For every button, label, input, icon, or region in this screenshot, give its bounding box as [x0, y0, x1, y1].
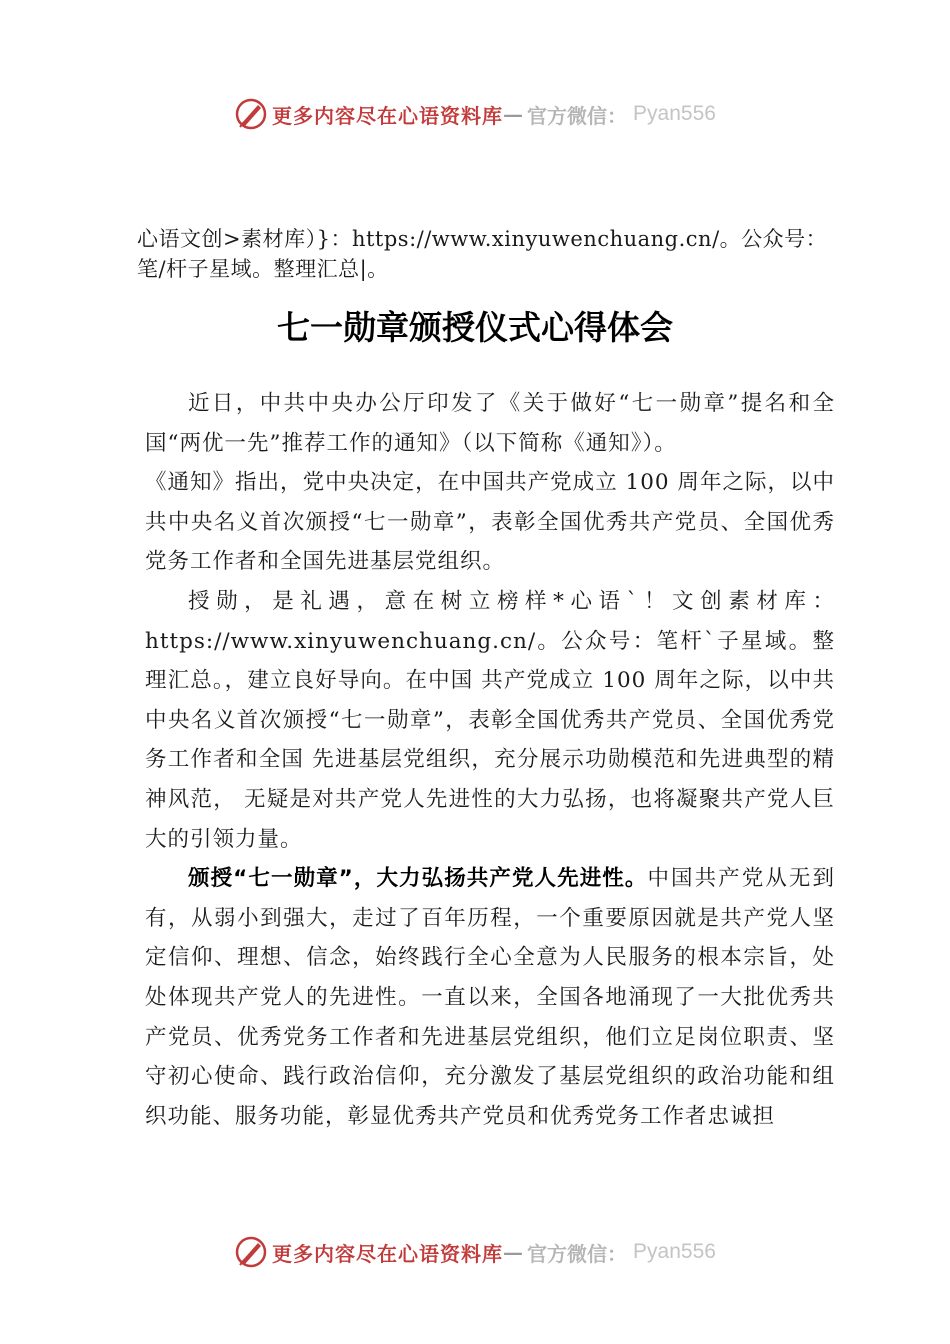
banner-wechat-label: 官方微信：	[527, 103, 628, 128]
page-title: 七一勋章颁授仪式心得体会	[277, 308, 673, 347]
banner-text: 更多内容尽在心语资料库	[272, 103, 504, 128]
paragraph-3: 授勋，是礼遇，意在树立榜样*心语`！文创素材库：https://www.xinyuwenchuang.cn/。公众号：笔杆`子星域。整理汇总。，建立良好导向。在中国 共产党成立 100 周年之际，以中共中央名义首次颁授“七一勋章”，表彰全国优秀共产党员、全国优秀党务工作者和全国 先进基层党组织，充分展示功勋模范和先进典型的精神风范， 无疑是对共产党人先进性的大力弘扬，也将凝聚共产党人巨 大的引领力量。	[145, 588, 835, 852]
quill-logo-icon	[234, 1235, 268, 1269]
footer-banner	[0, 1232, 950, 1272]
paragraph-2: 《通知》指出，党中央决定，在中国共产党成立 100 周年之际，以中共中央名义首次颁授“七一勋章”，表彰全国优秀共产党员、全国优秀党务工作者和全国先进基层党组织。	[145, 470, 835, 575]
paragraph-1: 近日，中共中央办公厅印发了《关于做好“七一勋章”提名和全国“两优一先”推荐工作的通知》（以下简称《通知》）。	[145, 391, 835, 456]
intro-text: 心语文创>素材库）}：https://www.xinyuwenchuang.cn/。公众号：笔/杆子星域。整理汇总|。	[137, 227, 828, 281]
banner-wechat-id: Pyan556	[633, 1240, 716, 1263]
banner-text: 更多内容尽在心语资料库	[272, 1241, 504, 1266]
paragraph-4-text: 中国共产党从无到有，从弱小到强大，走过了百年历程，一个重要原因就是共产党人坚定信仰、理想、信念，始终践行全心全意为人民服务的根本宗旨，处处体现共产党人的先进性。一直以来，全国各地涌现了一大批优秀共产党员、优秀党务工作者和先进基层党组织，他们立足岗位职责、坚守初心使命、践行政治信仰，充分激发了基层党组织的政治功能和组织功能、服务功能，彰显优秀共产党员和优秀党务工作者忠诚担	[145, 866, 835, 1129]
paragraph-4-heading: 颁授“七一勋章”，大力弘扬共产党人先进性。	[188, 866, 648, 892]
banner-wechat-label: 官方微信：	[527, 1241, 628, 1266]
article-body	[145, 384, 835, 1136]
banner-wechat-id: Pyan556	[633, 102, 716, 125]
banner-separator: —	[503, 1240, 524, 1264]
quill-logo-icon	[234, 97, 268, 131]
header-banner	[0, 94, 950, 134]
paragraph-4	[145, 859, 835, 1136]
banner-separator: —	[503, 102, 524, 126]
